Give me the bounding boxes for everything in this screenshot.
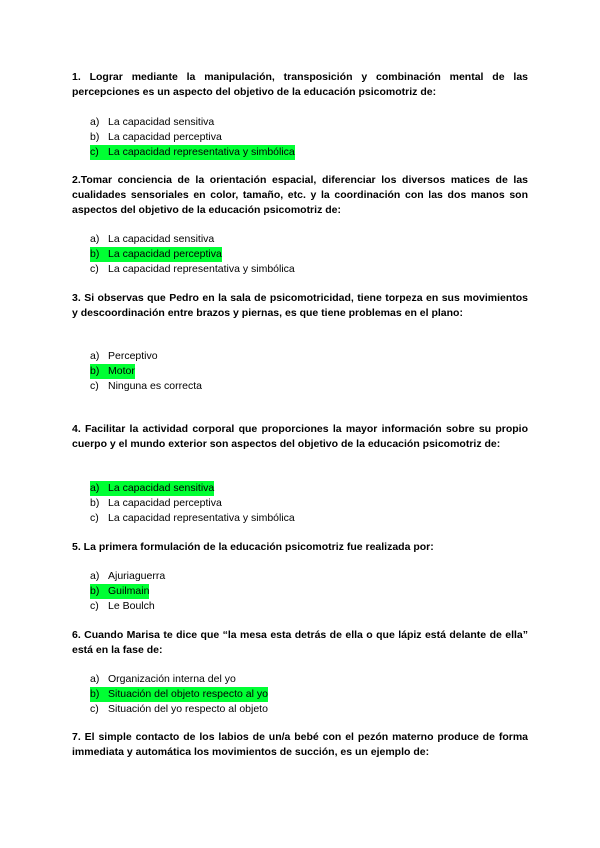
question-3-option-c: c) Ninguna es correcta — [90, 380, 202, 392]
question-1-option-c-highlighted: c) La capacidad representativa y simbólica — [90, 146, 295, 158]
question-4-option-a-highlighted: a) La capacidad sensitiva — [90, 482, 215, 494]
question-5-options — [90, 569, 165, 614]
question-5-text: 5. La primera formulación de la educación psicomotriz fue realizada por: — [72, 541, 434, 553]
question-1-option-a: a) La capacidad sensitiva — [90, 116, 215, 128]
question-1-options — [90, 115, 295, 160]
question-2-option-c: c) La capacidad representativa y simbólica — [90, 263, 295, 275]
question-4-option-b: b) La capacidad perceptiva — [90, 497, 222, 509]
question-6-option-b-highlighted: b) Situación del objeto respecto al yo — [90, 688, 268, 700]
question-1-option-b: b) La capacidad perceptiva — [90, 131, 222, 143]
question-5-option-b-highlighted: b) Guilmain — [90, 585, 150, 597]
question-7-text: 7. El simple contacto de los labios de un/a bebé con el pezón materno produce de forma immediata y automática los movimientos de succión, es un ejemplo de: — [72, 731, 528, 758]
question-3-option-a: a) Perceptivo — [90, 350, 158, 362]
question-2-text: 2.Tomar conciencia de la orientación espacial, diferenciar los diversos matices de las cualidades sensoriales en color, tamaño, etc. y la coordinación con las dos manos son aspectos del objetivo de la educación psicomotriz de: — [72, 174, 528, 216]
question-6-text: 6. Cuando Marisa te dice que “la mesa esta detrás de ella o que lápiz está delante de ella” está en la fase de: — [72, 629, 528, 656]
question-2-option-b-highlighted: b) La capacidad perceptiva — [90, 248, 222, 260]
question-6-option-c: c) Situación del yo respecto al objeto — [90, 703, 268, 715]
question-3-option-b-highlighted: b) Motor — [90, 365, 135, 377]
question-3-options — [90, 349, 202, 394]
question-6-option-a: a) Organización interna del yo — [90, 673, 236, 685]
question-4-text: 4. Facilitar la actividad corporal que proporciones la mayor información sobre su propio cuerpo y el mundo exterior son aspectos del objetivo de la educación psicomotriz de: — [72, 423, 528, 450]
question-2-options — [90, 232, 295, 277]
question-4-option-c: c) La capacidad representativa y simbólica — [90, 512, 295, 524]
question-2-option-a: a) La capacidad sensitiva — [90, 233, 215, 245]
question-4-options — [90, 481, 295, 526]
question-6-options — [90, 672, 268, 717]
question-5-option-a: a) Ajuriaguerra — [90, 570, 166, 582]
question-5-option-c: c) Le Boulch — [90, 600, 155, 612]
question-3-text: 3. Si observas que Pedro en la sala de psicomotricidad, tiene torpeza en sus movimientos y descoordinación entre brazos y piernas, es que tiene problemas en el plano: — [72, 292, 528, 319]
question-1-text: 1. Lograr mediante la manipulación, transposición y combinación mental de las percepciones es un aspecto del objetivo de la educación psicomotriz de: — [72, 71, 528, 98]
